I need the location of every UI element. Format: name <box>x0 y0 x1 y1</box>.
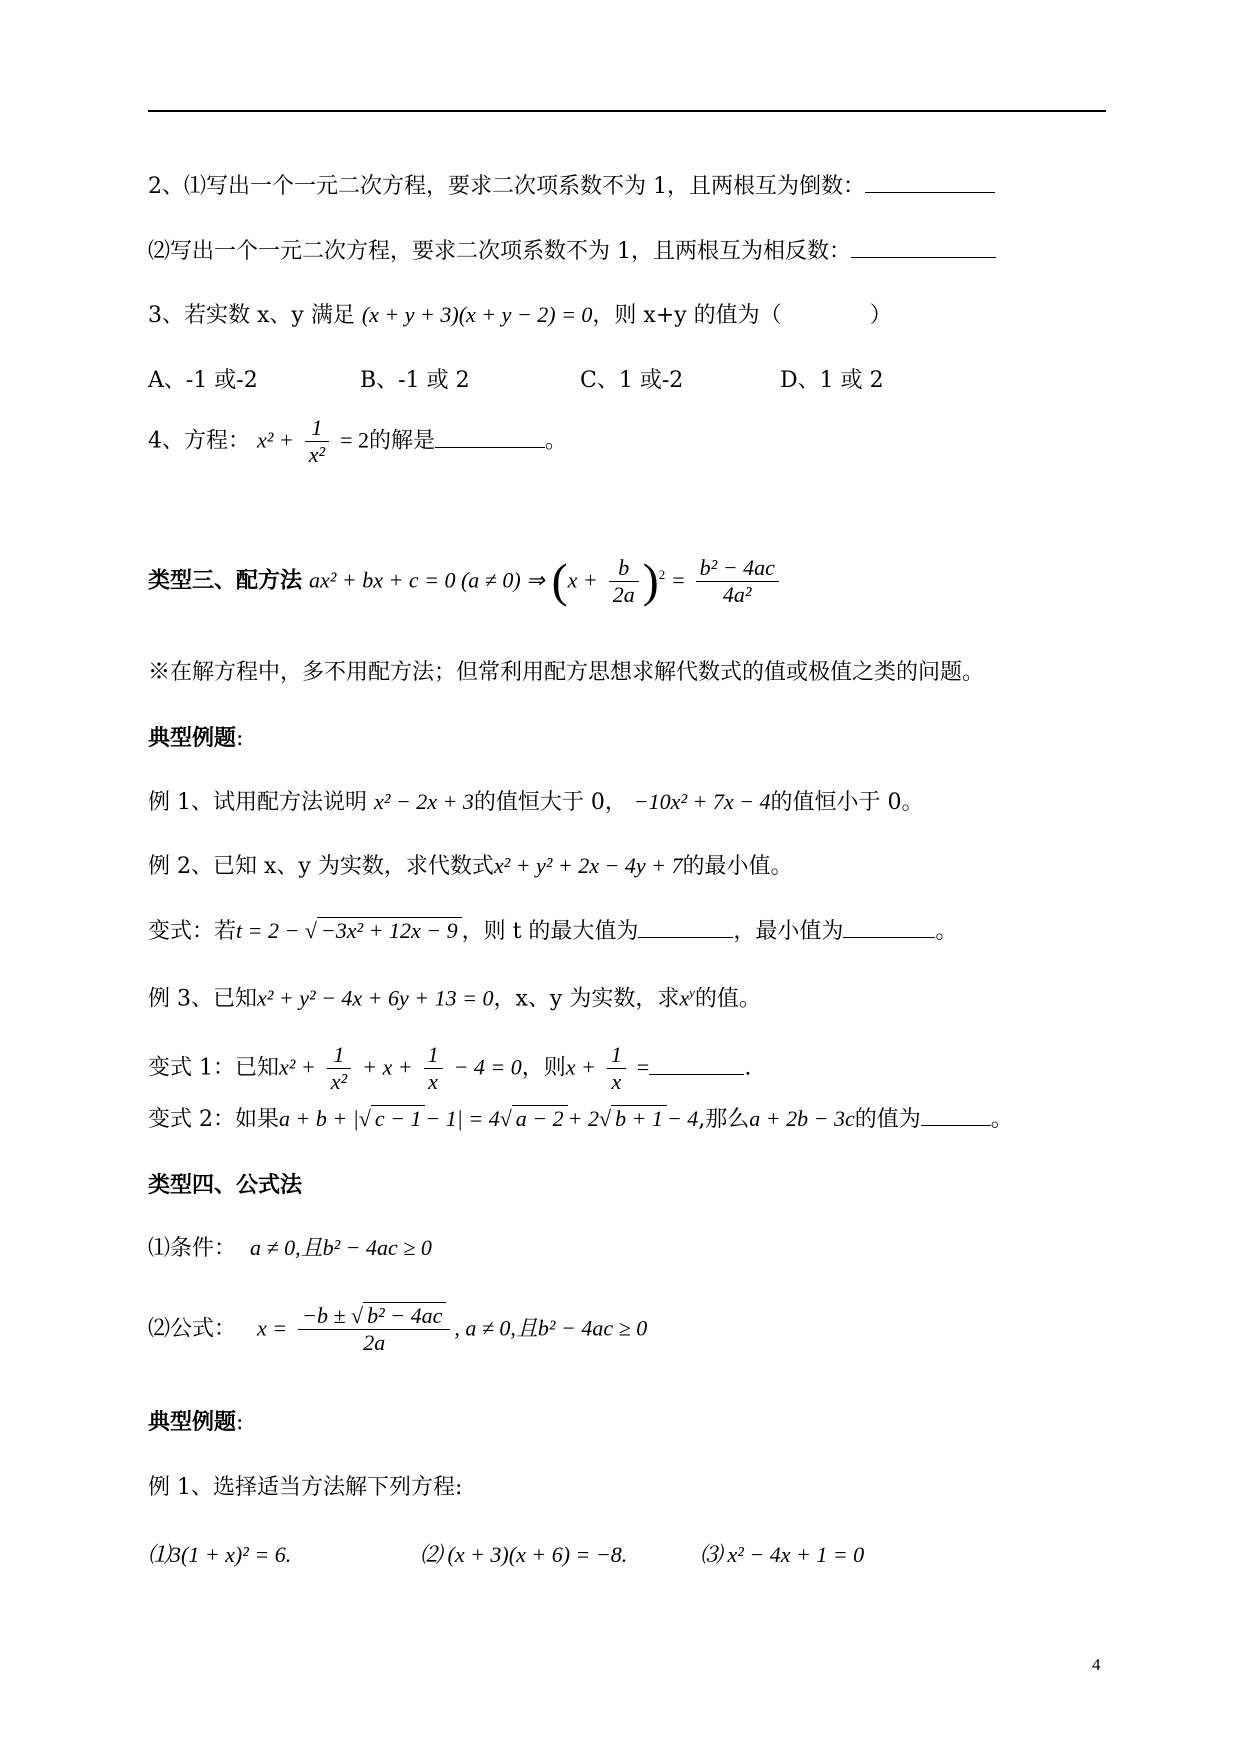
variant-1: 变式 1：已知x² + $\frac{1}{\text{x²}}$ + x + $\frac{1}{x}$ − 4 = 0，则x + $\frac{1}{x}$ = . <box>148 1042 752 1094</box>
option-d[interactable]: D、1 或 2 <box>780 368 884 393</box>
condition: ⑴条件： a ≠ 0,且b² − 4ac ≥ 0 <box>148 1235 432 1261</box>
fraction: $\frac{1}{x}$ <box>424 1042 443 1095</box>
q3-stem: 3、若实数 x、y 满足 (x + y + 3)(x + y − 2) = 0，则 x+y 的值为（ ） <box>148 302 892 328</box>
fraction: $\frac{\text{b² − 4ac}}{\text{4a²}}$ <box>696 555 779 608</box>
fraction: $\frac{b}{2a}$ <box>609 555 639 608</box>
example-2: 例 2、已知 x、y 为实数，求代数式x² + y² + 2x − 4y + 7的最小值。 <box>148 853 793 879</box>
type4-heading: 类型四、公式法 <box>148 1172 303 1198</box>
fraction: $\frac{\text{−b ± √ b² − 4ac}}{2a}$ <box>298 1303 450 1356</box>
q4-stem: 4、方程： x² + $\frac{1}{\text{x²}}$ = 2的解是 。 <box>148 415 568 467</box>
examples-heading: 典型例题: <box>148 1409 244 1435</box>
q2-part1: 2、⑴写出一个一元二次方程，要求二次项系数不为 1，且两根互为倒数： <box>148 172 995 202</box>
fraction: $\frac{1}{\text{x²}}$ <box>327 1042 351 1095</box>
answer-blank[interactable] <box>638 917 733 938</box>
section-title: 类型三、配方法 <box>148 567 303 594</box>
q2-part2: ⑵写出一个一元二次方程，要求二次项系数不为 1，且两根互为相反数： <box>148 237 996 267</box>
header-rule <box>148 110 1106 112</box>
quadratic-formula: ⑵公式： x = $\frac{\text{−b ± √ b² − 4ac}}{2a}$ , a ≠ 0,且b² − 4ac ≥ 0 <box>148 1303 648 1355</box>
fraction: $\frac{1}{x}$ <box>607 1042 626 1095</box>
type3-heading: 类型三、配方法 ax² + bx + c = 0 (a ≠ 0) ⇒ (x + $\frac{b}{2a}$ )$^2$ = $\frac{\text{b² − 4ac}}{\text{4a²}}$ <box>148 555 783 608</box>
q3-formula: (x + y + 3)(x + y − 2) = 0 <box>361 302 593 327</box>
page-number: 4 <box>1092 1655 1101 1674</box>
examples-heading: 典型例题: <box>148 725 244 751</box>
example-3: 例 3、已知x² + y² − 4x + 6y + 13 = 0，x、y 为实数，求$x^y$的值。 <box>148 985 761 1012</box>
option-b[interactable]: B、-1 或 2 <box>360 368 470 393</box>
example-1: 例 1、选择适当方法解下列方程: <box>148 1475 463 1500</box>
answer-blank[interactable] <box>843 917 935 938</box>
answer-blank[interactable] <box>851 237 996 258</box>
fraction: $\frac{1}{\text{x²}}$ <box>305 415 329 468</box>
answer-blank[interactable] <box>649 1054 744 1075</box>
option-c[interactable]: C、1 或-2 <box>580 368 684 393</box>
answer-blank[interactable] <box>921 1105 991 1126</box>
type3-note: ※在解方程中，多不用配方法；但常利用配方思想求解代数式的值或极值之类的问题。 <box>148 660 985 685</box>
variant: 变式：若t = 2 − √ −3x² + 12x − 9 ，则 t 的最大值为 ，最小值为 。 <box>148 918 958 944</box>
answer-blank[interactable] <box>435 427 545 448</box>
answer-blank[interactable] <box>865 172 995 193</box>
example-1: 例 1、试用配方法说明 x² − 2x + 3的值恒大于 0， −10x² + 7x − 4的值恒小于 0。 <box>148 789 924 815</box>
variant-2: 变式 2：如果a + b + |√ c − 1 − 1| = 4√ a − 2 + 2√ b + 1 − 4,那么a + 2b − 3c的值为 。 <box>148 1106 1013 1132</box>
option-a[interactable]: A、-1 或-2 <box>148 368 258 393</box>
